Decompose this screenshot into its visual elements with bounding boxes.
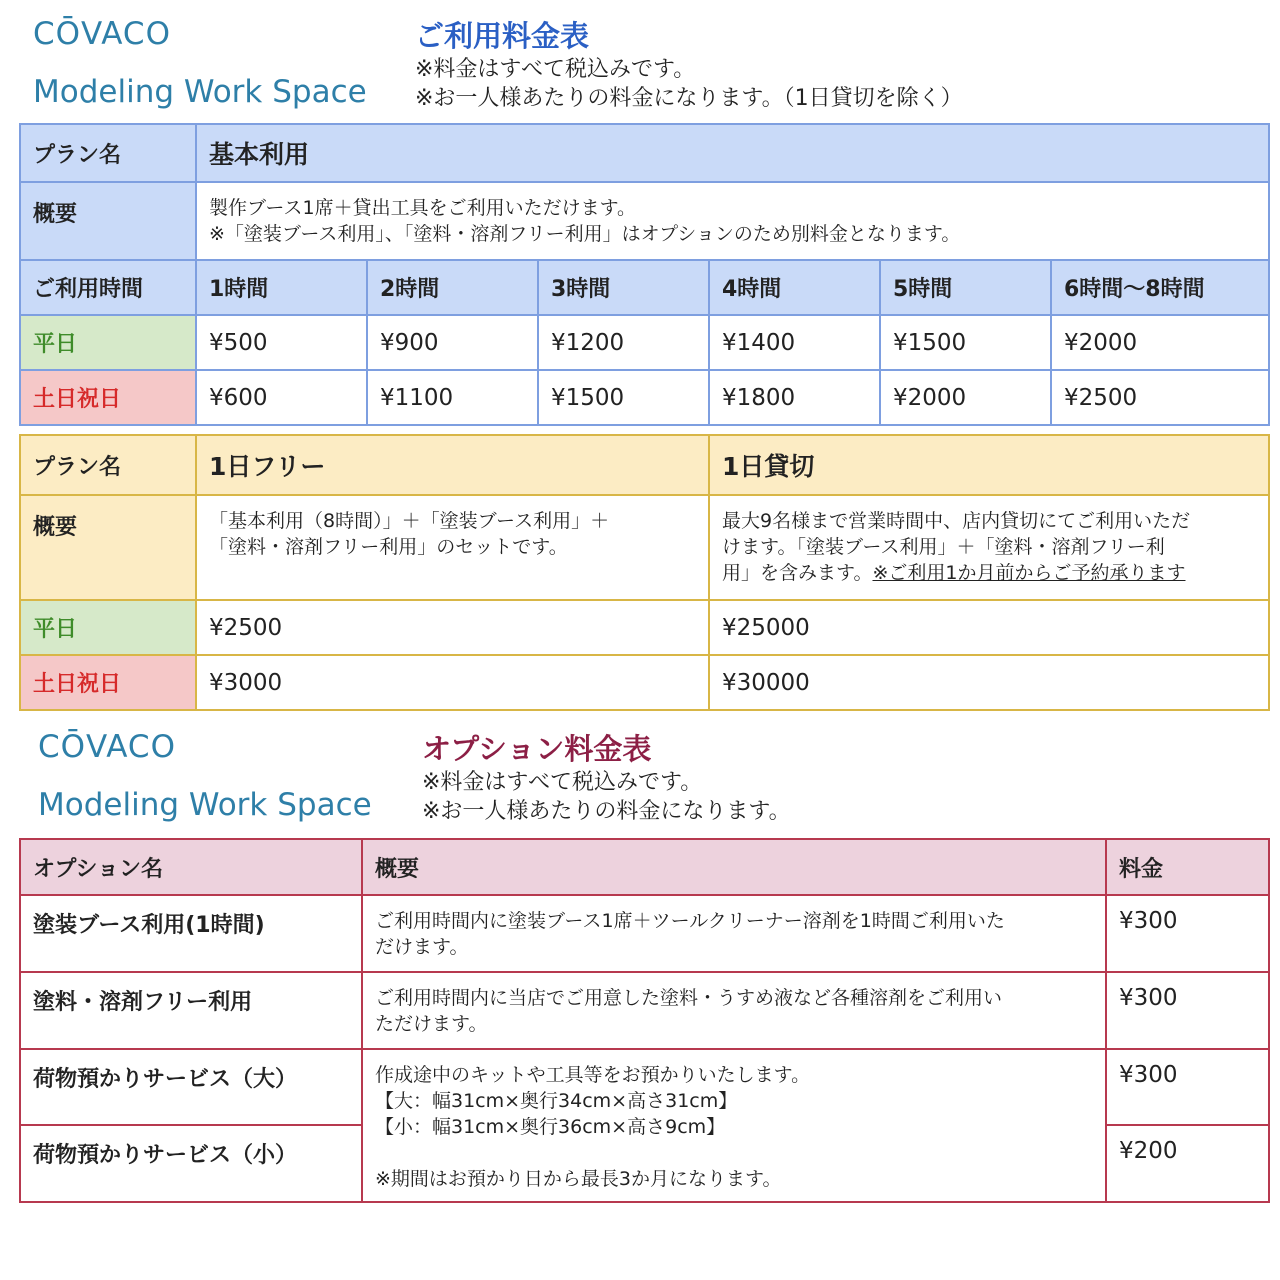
weekday-price: ¥900 — [367, 315, 538, 370]
holiday-price: ¥2500 — [1051, 370, 1269, 425]
plan-day-rental: 1日貸切 — [709, 435, 1269, 495]
option-desc — [362, 972, 1106, 1049]
weekday-label: 平日 — [20, 315, 196, 370]
weekday-price: ¥1400 — [709, 315, 880, 370]
tax-note: ※料金はすべて税込みです。 — [422, 770, 703, 795]
price-header: 料金 — [1106, 839, 1269, 895]
time-header: 5時間 — [880, 260, 1051, 315]
weekday-price: ¥2000 — [1051, 315, 1269, 370]
summary-line: 製作ブース1席＋貸出工具をご利用いただけます。 — [209, 197, 637, 219]
summary-line: ※「塗装ブース利用」、「塗料・溶剤フリー利用」はオプションのため別料金となります。 — [209, 223, 961, 245]
summary-label: 概要 — [20, 495, 196, 600]
option-name-header: オプション名 — [20, 839, 362, 895]
usage-time-label: ご利用時間 — [20, 260, 196, 315]
summary-line: けます。「塗装ブース利用」＋「塗料・溶剤フリー利 — [722, 536, 1165, 558]
time-header: 2時間 — [367, 260, 538, 315]
day-plan-table — [19, 434, 1270, 711]
brand-logo: CŌVACO — [38, 729, 176, 765]
holiday-price: ¥3000 — [196, 655, 709, 710]
desc-line: ご利用時間内に塗装ブース1席＋ツールクリーナー溶剤を1時間ご利用いた — [375, 910, 1005, 932]
day-free-summary — [196, 495, 709, 600]
holiday-price: ¥1100 — [367, 370, 538, 425]
weekday-label: 平日 — [20, 600, 196, 655]
summary-line: 「基本利用（8時間）」＋「塗装ブース利用」＋ — [209, 510, 610, 532]
brand-subtitle: Modeling Work Space — [38, 787, 372, 823]
desc-line: 【小：幅31cm×奥行36cm×高さ9cm】 — [375, 1116, 726, 1138]
storage-desc — [362, 1049, 1106, 1202]
option-name: 塗料・溶剤フリー利用 — [20, 972, 362, 1049]
time-header: 6時間～8時間 — [1051, 260, 1269, 315]
desc-spacer — [375, 1140, 1093, 1166]
desc-line: 作成途中のキットや工具等をお預かりいたします。 — [375, 1064, 811, 1086]
option-price-storage-small: ¥200 — [1106, 1125, 1269, 1202]
desc-line: ただけます。 — [375, 1013, 488, 1035]
holiday-price: ¥1800 — [709, 370, 880, 425]
desc-line: だけます。 — [375, 936, 469, 958]
plan-name-label: プラン名 — [20, 124, 196, 182]
time-header: 1時間 — [196, 260, 367, 315]
summary-label: 概要 — [20, 182, 196, 260]
weekday-price: ¥2500 — [196, 600, 709, 655]
desc-line: ※期間はお預かり日から最長3か月になります。 — [375, 1168, 782, 1190]
option-price: ¥300 — [1106, 895, 1269, 972]
day-rental-summary — [709, 495, 1269, 600]
options-title: オプション料金表 — [422, 732, 652, 766]
per-person-note: ※お一人様あたりの料金になります。 — [422, 799, 791, 824]
brand-subtitle: Modeling Work Space — [33, 74, 367, 110]
plan-name-label: プラン名 — [20, 435, 196, 495]
desc-line: ご利用時間内に当店でご用意した塗料・うすめ液など各種溶剤をご利用い — [375, 987, 1003, 1009]
option-name-storage-large: 荷物預かりサービス（大） — [20, 1049, 362, 1125]
brand-block-2 — [38, 729, 372, 823]
options-table — [19, 838, 1270, 1203]
holiday-price: ¥30000 — [709, 655, 1269, 710]
reservation-note: ※ご利用1か月前からご予約承ります — [872, 562, 1186, 584]
summary-text: 用」を含みます。 — [722, 562, 873, 584]
option-price-storage-large: ¥300 — [1106, 1049, 1269, 1125]
weekday-price: ¥1200 — [538, 315, 709, 370]
pricing-heading — [415, 14, 963, 113]
holiday-label: 土日祝日 — [20, 655, 196, 710]
plan-name: 基本利用 — [196, 124, 1269, 182]
brand-block-1 — [33, 16, 367, 110]
weekday-price: ¥25000 — [709, 600, 1269, 655]
holiday-price: ¥1500 — [538, 370, 709, 425]
holiday-label: 土日祝日 — [20, 370, 196, 425]
option-price: ¥300 — [1106, 972, 1269, 1049]
brand-logo: CŌVACO — [33, 16, 171, 52]
summary-header: 概要 — [362, 839, 1106, 895]
time-header: 3時間 — [538, 260, 709, 315]
option-name-storage-small: 荷物預かりサービス（小） — [20, 1125, 362, 1202]
options-heading — [422, 727, 791, 826]
summary-line — [722, 560, 1256, 586]
desc-line: 【大：幅31cm×奥行34cm×高さ31cm】 — [375, 1090, 738, 1112]
pricing-title: ご利用料金表 — [415, 19, 590, 53]
weekday-price: ¥1500 — [880, 315, 1051, 370]
summary-line: 「塗料・溶剤フリー利用」のセットです。 — [209, 536, 568, 558]
time-header: 4時間 — [709, 260, 880, 315]
option-name: 塗装ブース利用(1時間) — [20, 895, 362, 972]
option-desc — [362, 895, 1106, 972]
summary-line: 最大9名様まで営業時間中、店内貸切にてご利用いただ — [722, 510, 1191, 532]
plan-day-free: 1日フリー — [196, 435, 709, 495]
summary-cell — [196, 182, 1269, 260]
basic-plan-table — [19, 123, 1270, 426]
holiday-price: ¥2000 — [880, 370, 1051, 425]
weekday-price: ¥500 — [196, 315, 367, 370]
tax-note: ※料金はすべて税込みです。 — [415, 57, 696, 82]
holiday-price: ¥600 — [196, 370, 367, 425]
per-person-note: ※お一人様あたりの料金になります。（1日貸切を除く） — [415, 86, 963, 111]
